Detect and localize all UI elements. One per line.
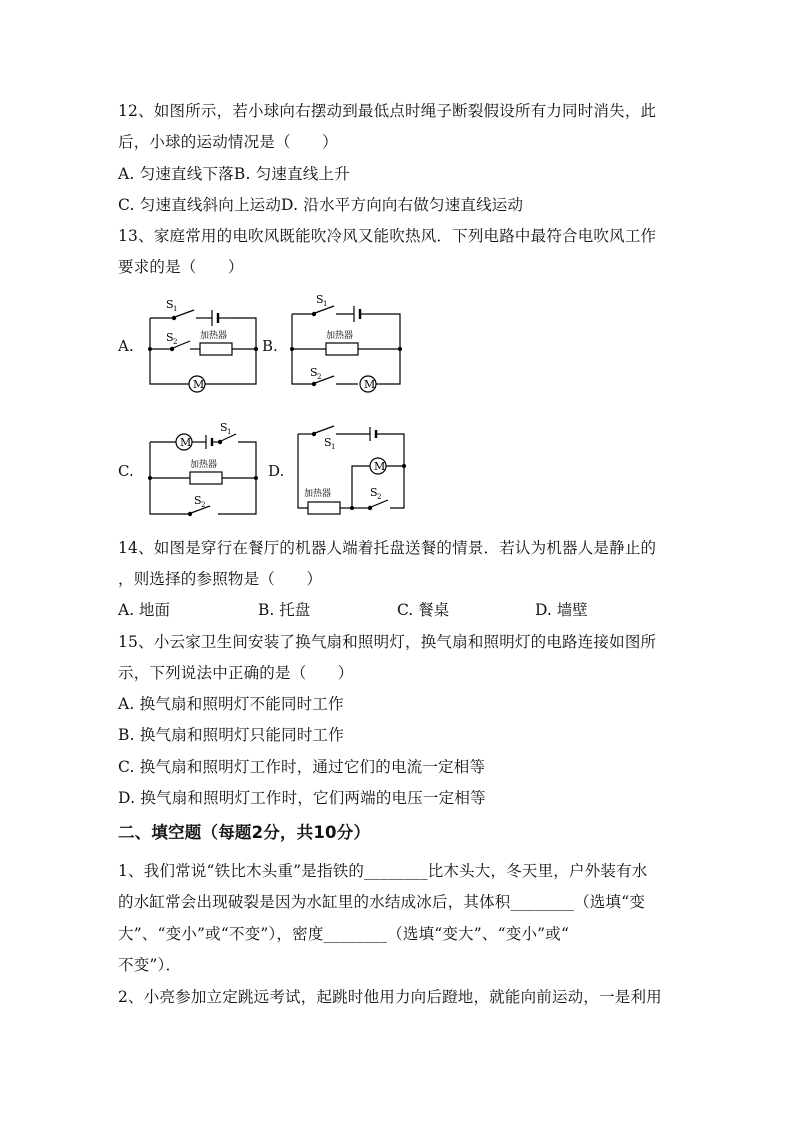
- switch-s2-subscript: 2: [201, 501, 206, 509]
- switch-s2-label: S: [166, 331, 174, 344]
- motor-label: M: [180, 436, 192, 449]
- q14-option-d: D. 墙壁: [535, 601, 588, 619]
- q15-line-1: 15、小云家卫生间安装了换气扇和照明灯，换气扇和照明灯的电路连接如图所: [118, 633, 657, 651]
- heater-label: 加热器: [200, 331, 228, 341]
- q12-line-1: 12、如图所示，若小球向右摆动到最低点时绳子断裂假设所有力同时消失，此: [118, 102, 657, 120]
- q14-option-c: C. 餐桌: [397, 601, 450, 619]
- q14-option-a: A. 地面: [118, 601, 171, 619]
- switch-s2-label: S: [310, 366, 318, 379]
- circuit-b-label: B.: [262, 337, 278, 355]
- fill1-line-1: 1、我们常说“铁比木头重”是指铁的________比木头大，冬天里，户外装有水: [118, 862, 648, 880]
- circuit-a-label: A.: [118, 337, 134, 355]
- switch-s1-subscript: 1: [331, 443, 336, 451]
- switch-s1-label: S: [220, 421, 228, 434]
- q15-option-d: D. 换气扇和照明灯工作时，它们两端的电压一定相等: [118, 789, 486, 807]
- switch-s1-subscript: 1: [323, 300, 328, 308]
- q15-option-a: A. 换气扇和照明灯不能同时工作: [118, 695, 344, 713]
- heater-label: 加热器: [190, 460, 218, 470]
- q14-option-b: B. 托盘: [258, 601, 311, 619]
- heater-label: 加热器: [304, 489, 332, 499]
- q15-line-2: 示，下列说法中正确的是（ ）: [118, 664, 354, 682]
- switch-s2-subscript: 2: [317, 373, 322, 381]
- motor-label: M: [374, 460, 386, 473]
- switch-s1-label: S: [316, 293, 324, 306]
- fill1-line-3: 大”、“变小”或“不变”），密度________（选填“变大”、“变小”或“: [118, 925, 570, 943]
- section-title: 二、填空题（每题2分，共10分）: [118, 823, 371, 842]
- circuit-diagram-d: [290, 420, 416, 520]
- q14-line-1: 14、如图是穿行在餐厅的机器人端着托盘送餐的情景．若认为机器人是静止的: [118, 539, 657, 557]
- q15-option-c: C. 换气扇和照明灯工作时，通过它们的电流一定相等: [118, 758, 486, 776]
- circuit-diagram-c: [138, 420, 264, 520]
- switch-s2-label: S: [370, 486, 378, 499]
- switch-s2-subscript: 2: [377, 493, 382, 501]
- fill2-line-1: 2、小亮参加立定跳远考试，起跳时他用力向后蹬地，就能向前运动，一是利用: [118, 988, 662, 1006]
- switch-s2-label: S: [194, 494, 202, 507]
- fill1-line-2: 的水缸常会出现破裂是因为水缸里的水结成冰后，其体积________（选填“变: [118, 893, 646, 911]
- heater-label: 加热器: [326, 331, 354, 341]
- switch-s2-subscript: 2: [173, 338, 178, 346]
- q13-line-1: 13、家庭常用的电吹风既能吹冷风又能吹热风．下列电路中最符合电吹风工作: [118, 227, 657, 245]
- switch-s1-label: S: [324, 436, 332, 449]
- motor-label: M: [364, 378, 376, 391]
- q12-line-2: 后，小球的运动情况是（ ）: [118, 133, 338, 151]
- switch-s1-subscript: 1: [173, 305, 178, 313]
- fill1-line-4: 不变”）．: [118, 956, 182, 974]
- q12-options-cd: C. 匀速直线斜向上运动D. 沿水平方向向右做匀速直线运动: [118, 196, 524, 214]
- motor-label: M: [193, 378, 205, 391]
- switch-s1-subscript: 1: [227, 428, 232, 436]
- circuit-diagram-a: [138, 288, 264, 394]
- q13-line-2: 要求的是（ ）: [118, 258, 244, 276]
- circuit-c-label: C.: [118, 462, 134, 480]
- circuit-diagram-b: [282, 288, 408, 394]
- q14-line-2: ，则选择的参照物是（ ）: [118, 570, 323, 588]
- switch-s1-label: S: [166, 298, 174, 311]
- q12-options-ab: A. 匀速直线下落B. 匀速直线上升: [118, 165, 350, 183]
- q15-option-b: B. 换气扇和照明灯只能同时工作: [118, 726, 344, 744]
- circuit-d-label: D.: [268, 462, 285, 480]
